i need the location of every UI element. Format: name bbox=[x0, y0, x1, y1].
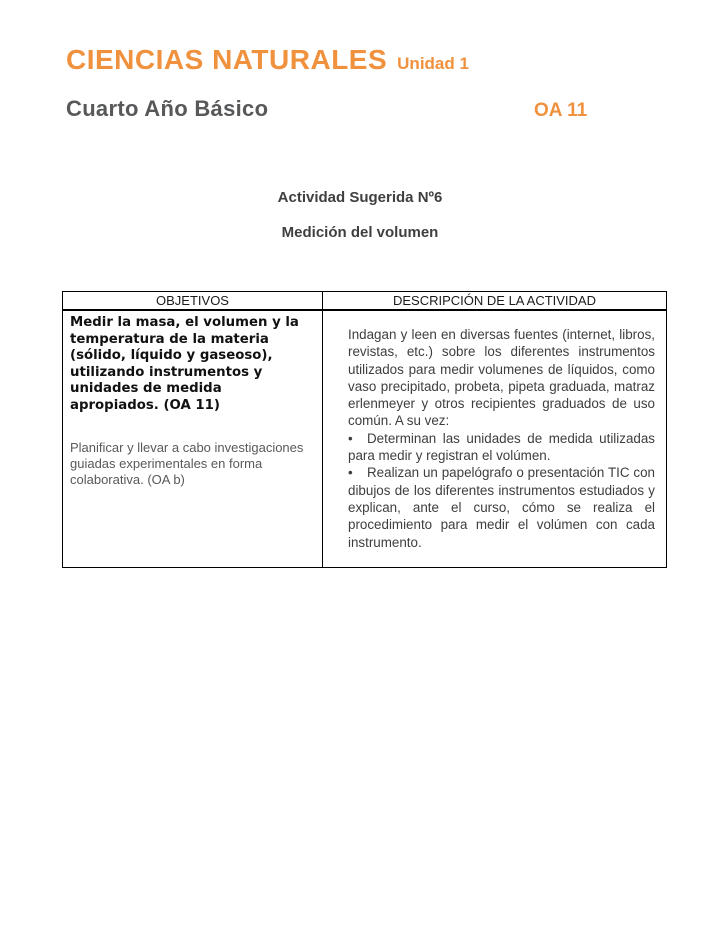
objectives-cell bbox=[63, 311, 323, 567]
description-cell bbox=[323, 311, 666, 567]
activity-title: Actividad Sugerida Nº6 bbox=[277, 189, 443, 206]
table-body-row bbox=[63, 311, 666, 567]
description-bullet-1: • Determinan las unidades de medida utilizadas para medir y registran el volúmen. bbox=[348, 430, 655, 465]
oa-badge: OA 11 bbox=[534, 100, 588, 121]
unit-label: Unidad 1 bbox=[397, 54, 469, 73]
objective-secondary-text: Planificar y llevar a cabo investigaciones guiadas experimentales en forma colaborativa. (OA b) bbox=[70, 440, 304, 487]
table-header-row bbox=[63, 292, 666, 311]
objective-primary-text: Medir la masa, el volumen y la temperatura de la materia (sólido, líquido y gaseoso), utilizando instrumentos y unidades de medida apropiados. (OA 11) bbox=[70, 315, 299, 413]
document-header bbox=[66, 44, 469, 76]
grade-title: Cuarto Año Básico bbox=[66, 96, 269, 121]
column-header-objetivos: OBJETIVOS bbox=[63, 292, 323, 309]
column-header-descripcion: DESCRIPCIÓN DE LA ACTIVIDAD bbox=[393, 293, 596, 308]
objectives-activity-table bbox=[62, 291, 667, 568]
subject-title: CIENCIAS NATURALES bbox=[66, 44, 388, 75]
description-bullet-2: • Realizan un papelógrafo o presentación TIC con dibujos de los diferentes instrumentos estudiados y explican, ante el curso, cómo se realiza el procedimiento para medir el volúmen con cada instrumento. bbox=[348, 464, 655, 550]
description-intro: Indagan y leen en diversas fuentes (internet, libros, revistas, etc.) sobre los diferentes instrumentos utilizados para medir volumenes de líquidos, como vaso precipitado, probeta, pipeta graduada, matraz erlenmeyer y otros recipientes graduados de uso común. A su vez: bbox=[348, 327, 655, 429]
activity-subtitle: Medición del volumen bbox=[281, 224, 439, 241]
